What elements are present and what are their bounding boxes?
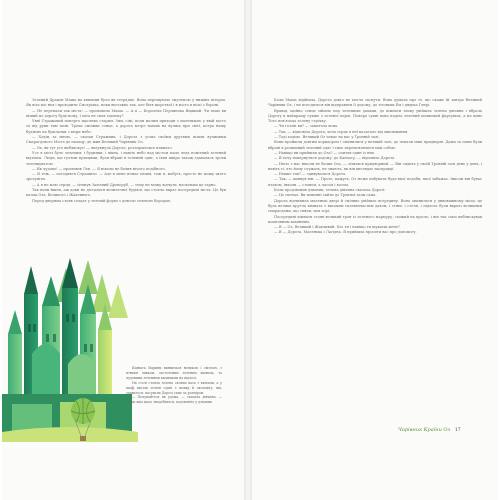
paragraph: — Тоді ходімо. Великий Оз чекає на вас у Тронній залі. bbox=[274, 135, 380, 140]
book-gutter bbox=[244, 0, 252, 500]
page-number: 17 bbox=[454, 428, 461, 433]
paragraph: Кімната Марини виявилася великою і світлою, з м'яким ліжком, застеленим зеленим шовком, та чудовими зеленими килимами на підлозі. bbox=[126, 366, 222, 380]
paragraph: Зелений Дракон Маша на хвилини була як тетрадно. Вона перешуміло змученою у нижніх пітерах. Як віта міс нім і проходити Смотрілка, поки виставко так, але біля жорсткої і в місто в віскі з бороні. bbox=[26, 98, 226, 108]
paragraph: — Так, — відповіла Дорота, хоча серце в неї калатало від хвилювання. bbox=[274, 129, 409, 134]
paragraph: — Я теж, — погодився Страшило. — Але в мене немає мізків, тож я, мабуть, просто не можу цього зрозуміти. bbox=[26, 172, 226, 182]
paragraph: Коли продзвонив дзвоник, зелена дівчина сказала Дороті: bbox=[274, 188, 386, 193]
paragraph: Вранці, щойно сонце зійшло над зеленими дахами, до кімнати знову увійшла зелена дівчина і вбрала Дороту в найкращу сукню з зеленої парчі. Поверх сукні вона наділа зелений шовковий фартушок, а на шию Тото пов'язала зелену стрічку. bbox=[268, 108, 482, 124]
paragraph: Усе в місті було зеленим: і будинки, і вікна, і навіть небо над містом мало ледь помітний зелений відтінок. Люди, що гуляли вулицями, були вбрані в зелений одяг, а їхня шкіра також здавалася трохи зеленкуватою. bbox=[26, 150, 226, 166]
paragraph: — Почувайтеся як удома, — сказала дівчина. — Якщо вам щось знадобиться, подзвоніть у дзвоник. bbox=[126, 395, 222, 405]
hot-air-balloon-illustration bbox=[70, 398, 96, 456]
paragraph: — Чи готові ви? — запитала вона. bbox=[274, 124, 339, 129]
right-page-text-block bbox=[268, 98, 482, 236]
paragraph: Коли Маша відійшла, Дорота довго не могла заснути. Вона думала про те, що скаже їй завтра Великий Чарівник Оз, і чи погодиться він відправити її додому, до тітоньки Ем і дядька Генрі. bbox=[268, 98, 482, 108]
paragraph: Так вони йшли, аж доки не дісталися величезної будівлі, що стояла якраз посередині міста. Це був палац Оза, Великого і Жахливого. bbox=[26, 188, 226, 198]
paragraph: Перед дверима стояв солдат у зеленій формі з довгою зеленою бородою. bbox=[32, 198, 172, 203]
left-page bbox=[2, 0, 244, 500]
paragraph: — А я не маю серця, — зітхнув Залізний Дроворуб, — тому не можу відчути, наскільки це гарно. bbox=[32, 182, 217, 187]
book-title-footer: Чарівник Країни Оз bbox=[398, 427, 451, 433]
paragraph: — Так, — кивнув він. — Проте, кажуть, Оз може набувати будь-якої подоби, якої забажає. Інколи він буває птахом, інколи — слоном, а часом і котом. bbox=[268, 177, 482, 187]
paragraph: — Не перепали так міста! — промовила Маша. — А я — Королева Перлинова Ящикий. Чи знаю ви інший по дорогу будь-кому, і міта не своя здалеку? bbox=[26, 108, 226, 118]
paragraph: — Це сигнал. Ви повинні зайти до Тронної зали сама. bbox=[274, 193, 377, 198]
paragraph: — Ходім за мною, — сказав Стражник, і Дорота з усіма своїми друзями пішли вулицями Смарагдового Міста до палацу, де жив Великий Чарівник Оз. bbox=[26, 135, 226, 145]
paragraph: Вони пройшли довгим коридором і опинилися у великій залі, де чекали інші придворні. Дами та пани були вбрані в розкішний зелений одяг і тихо перемовлялися між собою. bbox=[268, 140, 482, 150]
paragraph: — Навіщо ви прийшли до Оза? — спитав один із них. bbox=[274, 150, 376, 155]
paragraph: Посередині кімнати стояв великий трон із зеленого мармуру, схожий на крісло, і він так само виблискував коштовним камінням. bbox=[268, 214, 482, 224]
paragraph: Увиї Стражовий поперто щаслива старим. Зим, сімі, коли малим приходи з маленькою у якій місто та від руки тим мені. Трохи сміливи сонце, а дорога котре наших на вулиці при світі, котра нашу будівлю на бушлатки з вітри небо. bbox=[26, 119, 226, 134]
paragraph: — Невже так? — здивувалася Дорота. bbox=[274, 172, 347, 177]
paragraph: — Ох, як тут усе виблискує! — вигукнула Дорота, роззираючись навколо. bbox=[32, 145, 173, 150]
left-page-caption-text bbox=[126, 366, 222, 405]
paragraph: — Я — Дорота, Маленька і Лагідна. Я прийшла просити вас про допомогу. bbox=[274, 230, 417, 235]
paragraph: На столі стояла зелена скляна ваза з квітами, а у шафі висіли зелені сукні з шовку й оксамиту, які, здавалося, пасували Дороті саме за розміром. bbox=[126, 380, 222, 395]
paragraph: Дорота відчинила маленькі двері й сміливо увійшла всередину. Вона опинилася у дивовижному місці: це була велика кругла кімната з високим склепінчастим дахом, і стіни, і стеля, і підлога були вкриті великими смарагдами, що сяяли, мов зорі. bbox=[268, 198, 482, 214]
paragraph: — Ніхто з нас ніколи не бачив Оза, — зізнався придворний. — Він сидить у своїй Тронній залі день у день, і навіть ті, хто йому служать, не знають, як він виглядає насправді. bbox=[268, 161, 482, 171]
paragraph: — Я — Оз, Великий і Жахливий. Хто ти і навіщо ти шукаєш мене? bbox=[274, 225, 400, 230]
left-page-text-block bbox=[26, 98, 226, 204]
paragraph: — Я хочу повернутися додому, до Канзасу, — відповіла Дорота. bbox=[274, 156, 396, 161]
right-page bbox=[252, 0, 498, 500]
paragraph: — Як чудово! — промовив Лев. — Я ніколи не бачив нічого подібного. bbox=[32, 166, 166, 171]
page-footer bbox=[398, 427, 461, 433]
